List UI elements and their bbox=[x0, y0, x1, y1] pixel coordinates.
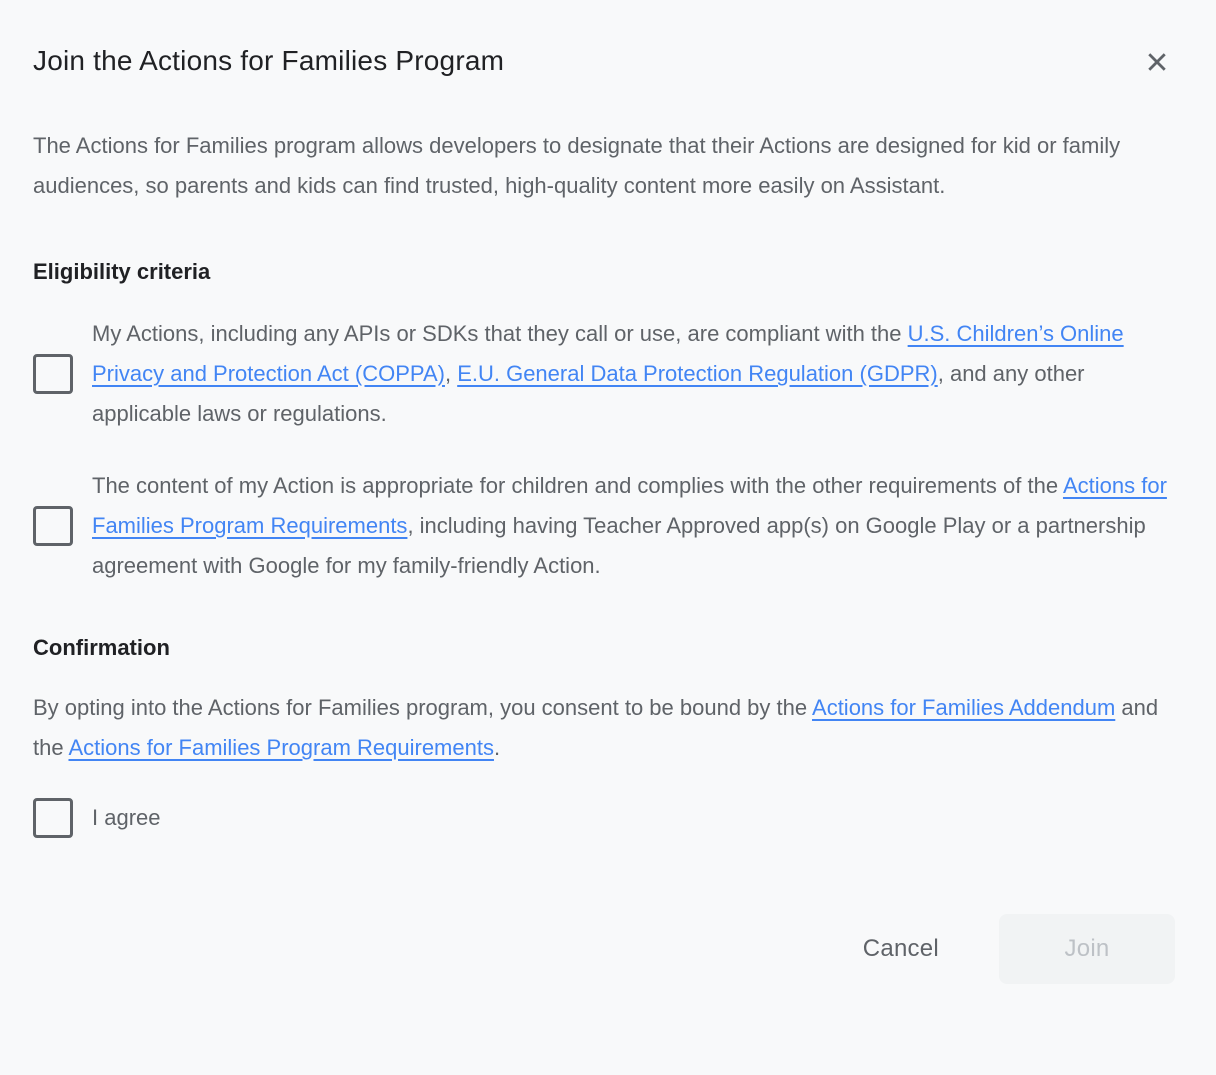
text-segment: , bbox=[444, 361, 458, 386]
dialog-header bbox=[33, 44, 1175, 80]
agree-checkbox[interactable] bbox=[33, 798, 73, 838]
close-button[interactable] bbox=[1139, 44, 1175, 80]
intro-text: The Actions for Families program allows developers to designate that their Actions are designed for kid or family audiences, so parents and kids can find trusted, high-quality content more easily on Assistant. bbox=[33, 133, 1121, 198]
inline-link[interactable]: U.S. Children’s Online Privacy and Protection Act (COPPA) bbox=[92, 321, 1124, 386]
eligibility-item-2 bbox=[33, 466, 1175, 586]
confirmation-text bbox=[33, 688, 1175, 768]
dialog-footer bbox=[33, 914, 1175, 984]
eligibility-heading: Eligibility criteria bbox=[33, 259, 211, 284]
eligibility-checkbox-1[interactable] bbox=[33, 354, 73, 394]
join-button[interactable]: Join bbox=[999, 914, 1175, 984]
cancel-button[interactable]: Cancel bbox=[855, 935, 947, 963]
inline-link[interactable]: Actions for Families Program Requirements bbox=[68, 735, 494, 760]
agree-label: I agree bbox=[92, 805, 161, 830]
text-segment: The content of my Action is appropriate for children and complies with the other requirements of the bbox=[92, 473, 1063, 498]
eligibility-item-1 bbox=[33, 314, 1175, 434]
dialog-title: Join the Actions for Families Program bbox=[33, 45, 505, 76]
text-segment: My Actions, including any APIs or SDKs that they call or use, are compliant with the bbox=[92, 321, 908, 346]
text-segment: , including having Teacher Approved app(s) on Google Play or a partnership agreement with Google for my family-friendly Action. bbox=[92, 513, 1146, 578]
text-segment: . bbox=[493, 735, 501, 760]
close-icon bbox=[1141, 46, 1173, 78]
text-segment: , and any other applicable laws or regulations. bbox=[92, 361, 1085, 426]
eligibility-item-2-text bbox=[92, 466, 1175, 586]
inline-link[interactable]: Actions for Families Addendum bbox=[812, 695, 1116, 720]
eligibility-checkbox-2[interactable] bbox=[33, 506, 73, 546]
confirmation-heading: Confirmation bbox=[33, 635, 170, 660]
inline-link[interactable]: E.U. General Data Protection Regulation (GDPR) bbox=[457, 361, 938, 386]
text-segment: By opting into the Actions for Families program, you consent to be bound by the bbox=[33, 695, 813, 720]
inline-link[interactable]: Actions for Families Program Requirements bbox=[92, 473, 1167, 538]
eligibility-item-1-text bbox=[92, 314, 1175, 434]
agree-row bbox=[33, 798, 1175, 838]
text-segment: and the bbox=[33, 695, 1159, 760]
